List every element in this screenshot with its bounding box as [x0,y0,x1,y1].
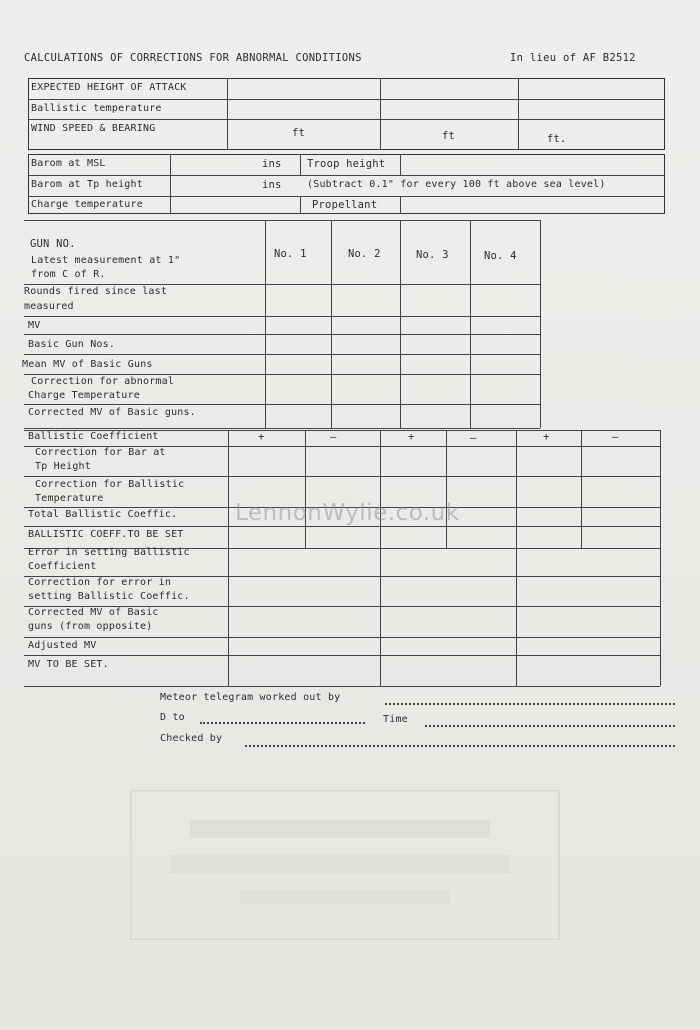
gun-header: No. 3 [416,249,449,261]
table-row-label: Basic Gun Nos. [28,339,116,350]
charge-temp-label: Charge temperature [31,199,143,210]
ins-unit: ins [262,158,282,170]
dotted-line [425,725,675,727]
sign-plus: + [408,431,415,443]
bleed-through-stamp [130,790,560,940]
table-row-label: Rounds fired since last [24,286,168,297]
subtract-note: (Subtract 0.1" for every 100 ft above sea level) [307,179,606,190]
dotted-line [245,745,675,747]
sign-plus: + [543,431,550,443]
table-row-label: BALLISTIC COEFF.TO BE SET [28,529,184,540]
table-row-label: Temperature [35,493,104,504]
table-row-label: Correction for abnormal [31,376,175,387]
table-row-label: Corrected MV of Basic [28,607,159,618]
table-row-label: from C of R. [31,269,106,280]
table-row-label: Ballistic Coefficient [28,431,159,442]
table-row-label: Correction for Ballistic [35,479,185,490]
gun-header: No. 2 [348,248,381,260]
ft-unit-label: ft. [547,133,567,145]
ins-unit: ins [262,179,282,191]
sign-minus: — [612,431,619,443]
sign-minus: — [330,431,337,443]
dotted-line [385,703,675,705]
ft-unit-label: ft [292,127,306,139]
form-title: CALCULATIONS OF CORRECTIONS FOR ABNORMAL CONDITIONS [24,52,362,64]
gun-header: No. 1 [274,248,307,260]
table-row-label: Corrected MV of Basic guns. [28,407,196,418]
dotted-line [200,722,365,724]
table-row-label: WIND SPEED & BEARING [31,123,156,134]
gun-no-label: GUN NO. [30,238,76,250]
sign-minus: — [470,432,477,444]
table-row-label: Charge Temperature [28,390,140,401]
worked-out-label: Meteor telegram worked out by [160,692,341,703]
table-row-label: Ballistic temperature [31,103,162,114]
baro-tp-label: Barom at Tp height [31,179,143,190]
troop-height-label: Troop height [307,158,386,170]
table-row-label: Latest measurement at 1" [31,255,181,266]
table-row-label: Tp Height [35,461,91,472]
propellant-label: Propellant [312,199,378,211]
table-row-label: Correction for Bar at [35,447,166,458]
dto-label: D to [160,712,185,723]
table-row-label: Error in setting Ballistic [28,547,190,558]
gun-header: No. 4 [484,250,517,262]
form-reference: In lieu of AF B2512 [510,52,636,64]
ft-unit-label: ft [442,130,456,142]
table-row-label: EXPECTED HEIGHT OF ATTACK [31,82,187,93]
table-row-label: setting Ballistic Coeffic. [28,591,190,602]
table-row-label: MV TO BE SET. [28,659,109,670]
sign-plus: + [258,431,265,443]
table-row-label: Total Ballistic Coeffic. [28,509,178,520]
baro-msl-label: Barom at MSL [31,158,106,169]
table-row-label: measured [24,301,74,312]
table-row-label: Adjusted MV [28,640,97,651]
table-row-label: Mean MV of Basic Guns [22,359,153,370]
checked-by-label: Checked by [160,733,223,744]
watermark-text: LennonWylie.co.uk [235,500,460,526]
time-label: Time [383,714,408,725]
table-row-label: Correction for error in [28,577,172,588]
table-row-label: guns (from opposite) [28,621,153,632]
table-row-label: MV [28,320,41,331]
table-row-label: Coefficient [28,561,97,572]
